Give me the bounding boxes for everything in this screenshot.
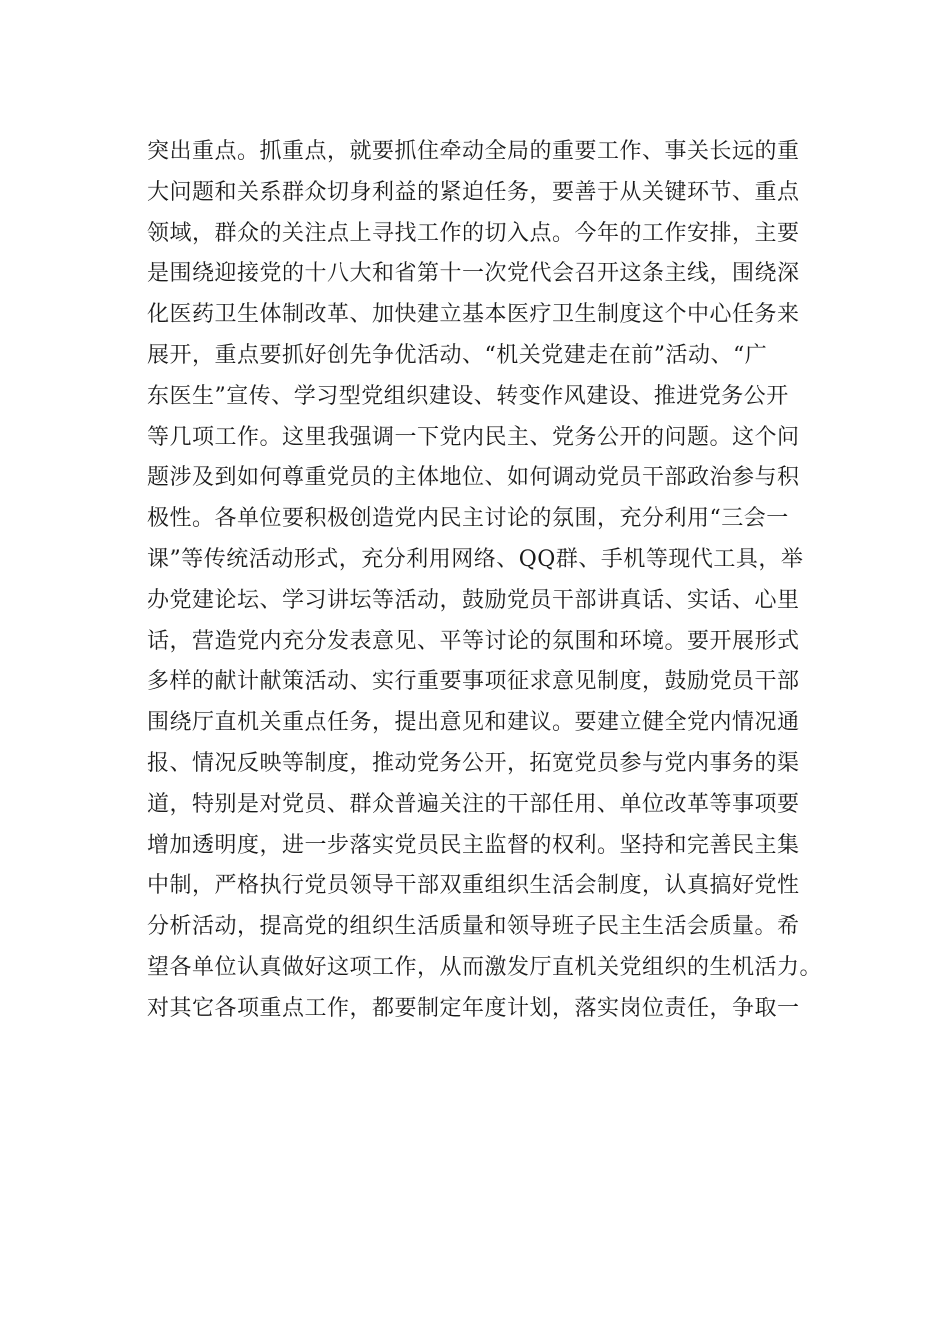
text-line: 题涉及到如何尊重党员的主体地位、如何调动党员干部政治参与积 xyxy=(147,465,800,491)
text-line: 望各单位认真做好这项工作，从而激发厅直机关党组织的生机活力。 xyxy=(147,954,823,980)
text-line: 等几项工作。这里我强调一下党内民主、党务公开的问题。这个问 xyxy=(147,424,800,450)
text-line: 展开，重点要抓好创先争优活动、“机关党建走在前”活动、“广 xyxy=(147,342,768,368)
text-line: 领域，群众的关注点上寻找工作的切入点。今年的工作安排，主要 xyxy=(147,220,800,246)
text-line: 多样的献计献策活动、实行重要事项征求意见制度，鼓励党员干部 xyxy=(147,669,800,695)
text-line: 大问题和关系群众切身利益的紧迫任务，要善于从关键环节、重点 xyxy=(147,179,800,205)
text-line: 对其它各项重点工作，都要制定年度计划，落实岗位责任，争取一 xyxy=(147,995,800,1021)
text-line: 话，营造党内充分发表意见、平等讨论的氛围和环境。要开展形式 xyxy=(147,628,800,654)
text-line: 东医生”宣传、学习型党组织建设、转变作风建设、推进党务公开 xyxy=(147,383,789,409)
text-line: 化医药卫生体制改革、加快建立基本医疗卫生制度这个中心任务来 xyxy=(147,302,800,328)
text-line: 分析活动，提高党的组织生活质量和领导班子民主生活会质量。希 xyxy=(147,914,800,940)
text-line: 报、情况反映等制度，推动党务公开，拓宽党员参与党内事务的渠 xyxy=(147,750,800,776)
body-paragraph xyxy=(147,132,847,1030)
text-line: 突出重点。抓重点，就要抓住牵动全局的重要工作、事关长远的重 xyxy=(147,139,800,164)
text-line: 道，特别是对党员、群众普遍关注的干部任用、单位改革等事项要 xyxy=(147,791,800,817)
text-line: 课”等传统活动形式，充分利用网络、QQ群、手机等现代工具，举 xyxy=(147,546,804,572)
text-line: 是围绕迎接党的十八大和省第十一次党代会召开这条主线，围绕深 xyxy=(147,261,800,287)
text-line: 极性。各单位要积极创造党内民主讨论的氛围，充分利用“三会一 xyxy=(147,506,789,532)
text-line: 增加透明度，进一步落实党员民主监督的权利。坚持和完善民主集 xyxy=(147,832,800,858)
text-line: 围绕厅直机关重点任务，提出意见和建议。要建立健全党内情况通 xyxy=(147,710,800,736)
text-line: 中制，严格执行党员领导干部双重组织生活会制度，认真搞好党性 xyxy=(147,873,800,899)
text-line: 办党建论坛、学习讲坛等活动，鼓励党员干部讲真话、实话、心里 xyxy=(147,587,800,613)
